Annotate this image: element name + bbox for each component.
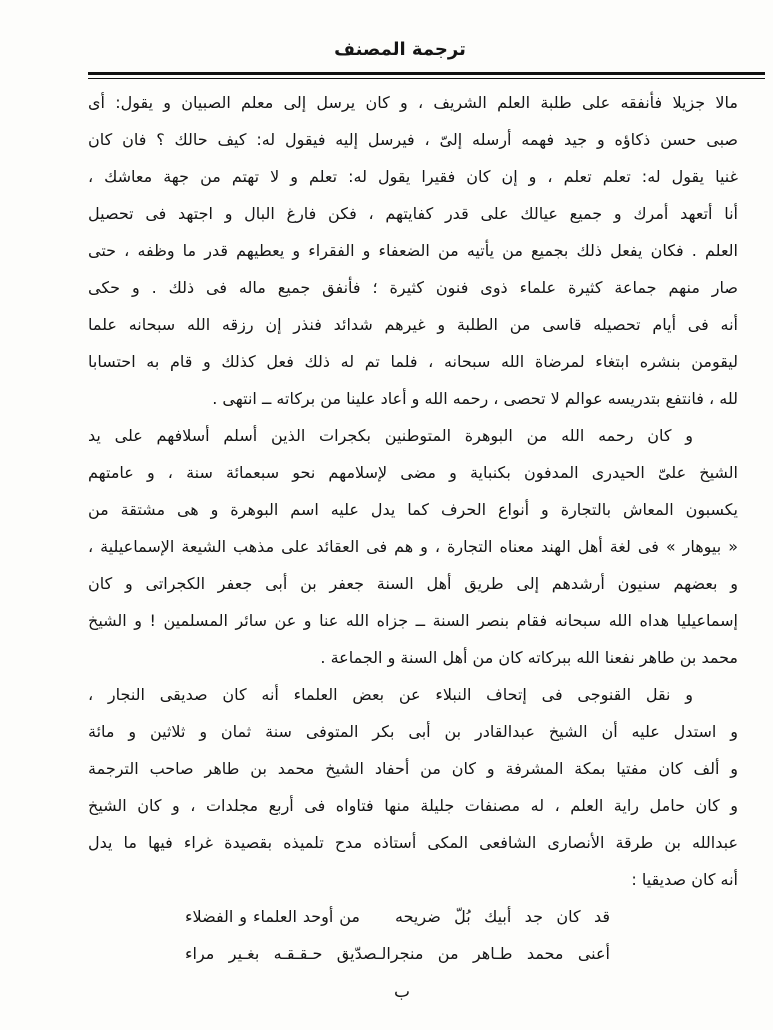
text-line: و كان رحمه الله من البوهرة المتوطنين بكجرات الذين أسلم أسلافهم على يد [88,426,693,445]
text-line: مالا جزيلا فأنفقه على طلبة العلم الشريف ، و كان يرسل إلى معلم الصبيان و يقول: أى [88,93,738,112]
hemistich-first: قد كان جد أبيك بُلّ ضريحه [395,907,610,926]
hemistich-second: من أوحد العلماء و الفضلاء [185,907,360,926]
poem-verse [185,935,610,972]
text-line: محمد بن طاهر نفعنا الله ببركاته كان من أهل السنة و الجماعة . [320,648,738,667]
text-line: « بيوهار » فى لغة أهل الهند معناه التجارة ، و هم فى العقائد على مذهب الشيعة الإسماعيلية ، [88,537,738,556]
text-line: غنيا يقول له: تعلم تعلم ، و إن كان فقيرا يقول له: تعلم و لا تهتم من جهة معاشك ، [88,167,738,186]
paragraph-2 [88,417,738,676]
text-line: لله ، فانتفع بتدريسه عوالم لا تحصى ، رحمه الله و أعاد علينا من بركاته ــ انتهى . [212,389,738,408]
paragraph-1 [88,84,738,417]
poem [185,898,610,972]
text-line: أنا أتعهد أمرك و جميع عيالك على قدر كفايتهم ، فكن فارغ البال و اجتهد فى تحصيل [88,204,738,223]
poem-verse [185,898,610,935]
text-line: الشيخ علىّ الحيدرى المدفون بكنباية و مضى لإسلامهم نحو سبعمائة سنة ، و عامتهم [88,463,738,482]
text-line: صبى حسن ذكاؤه و جيد فهمه أرسله إلىّ ، فيرسل إليه فيقول له: كيف حالك ؟ فان كان [88,130,738,149]
running-header-title: ترجمة المصنف [334,39,466,60]
text-line: و بعضهم سنيون أرشدهم إلى طريق أهل السنة جعفر بن أبى جعفر الكجراتى و كان [88,574,738,593]
text-line: أنه كان صديقيا : [631,870,738,889]
text-line: و ألف كان مفتيا بمكة المشرفة و كان من أحفاد الشيخ محمد بن طاهر صاحب الترجمة [88,759,738,778]
text-line: عبدالله بن طرقة الأنصارى الشافعى المكى أستاذه مدح تلميذه بقصيدة غراء فيها ما يدل [88,833,738,852]
text-line: و كان حامل راية العلم ، له مصنفات جليلة منها فتاواه فى أربع مجلدات ، و كان الشيخ [88,796,738,815]
paragraph-3 [88,676,738,898]
header-rule-thick [88,72,765,75]
page-signature-mark: ب [393,982,410,1002]
text-line: إسماعيليا هداه الله سبحانه فقام بنصر السنة ــ جزاه الله عنا و عن سائر المسلمين ! و الشيخ [88,611,738,630]
text-line: العلم . فكان يفعل ذلك بجميع من يأتيه من الضعفاء و الفقراء و يعطيهم قدر ما وظفه ، حتى [88,241,738,260]
text-line: و نقل القنوجى فى إتحاف النبلاء عن بعض العلماء أنه كان صديقى النجار ، [88,685,693,704]
main-text [88,84,738,972]
text-line: صار منهم جماعة كثيرة علماء ذوى فنون كثيرة ؛ فأنفق جميع ماله فى ذلك . و حكى [88,278,738,297]
text-line: و استدل عليه أن الشيخ عبدالقادر بن أبى بكر المتوفى سنة ثمان و ثلاثين و مائة [88,722,738,741]
text-line: ليقومن بنشره ابتغاء لمرضاة الله سبحانه ، فلما تم له ذلك فعل كذلك و قام به احتسابا [88,352,738,371]
text-line: يكسبون المعاش بالتجارة و أنواع الحرف كما يدل عليه اسم البوهرة و هى مشتقة من [88,500,738,519]
verse-text: أعنى محمد طـاهر من منجرالـصدّيق حـقـقـه بغـير مراء [185,944,610,963]
header-rule-thin [88,78,765,79]
text-line: أنه فى أيام تحصيله قاسى من الطلبة و غيرهم شدائد فنذر إن رزقه الله سبحانه علما [88,315,738,334]
